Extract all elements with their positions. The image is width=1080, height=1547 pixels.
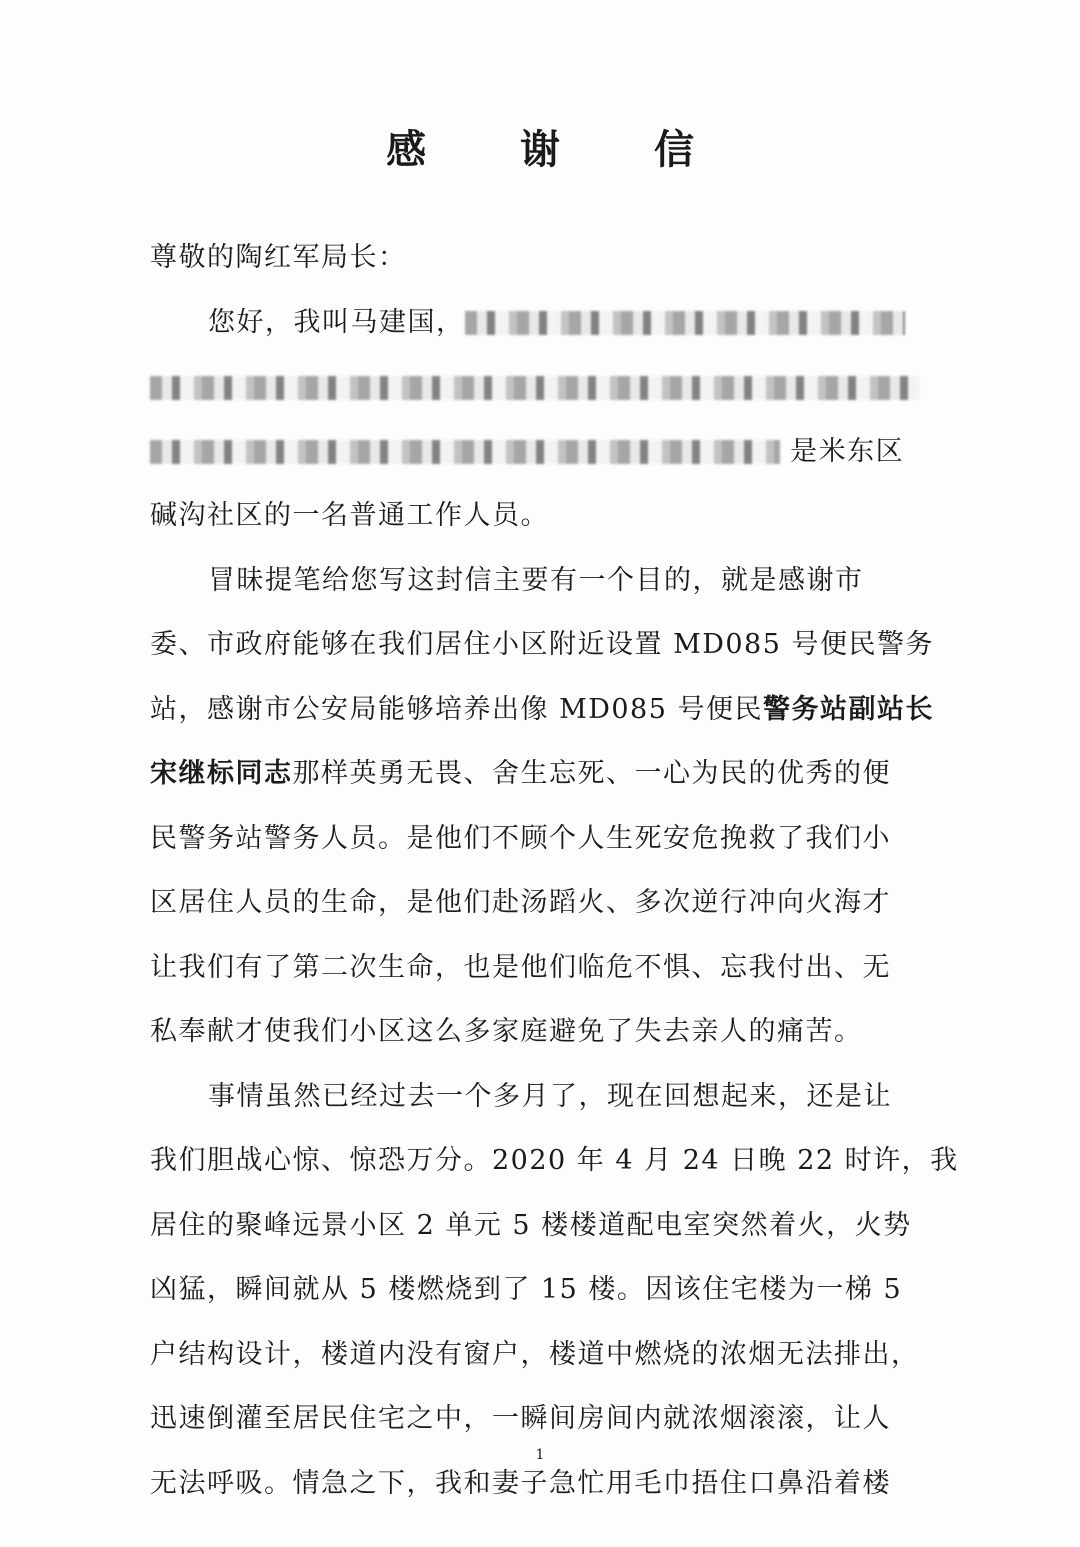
paragraph-2-line-2: 委、市政府能够在我们居住小区附近设置 MD085 号便民警务	[150, 629, 934, 660]
district-text: 是米东区	[790, 435, 905, 467]
paragraph-3-line-1: 事情虽然已经过去一个多月了，现在回想起来，还是让	[208, 1080, 892, 1112]
paragraph-2-line-5: 民警务站警务人员。是他们不顾个人生死安危挽救了我们小	[150, 822, 891, 854]
paragraph-1-line-3	[150, 420, 930, 485]
paragraph-3-line-4: 凶猛，瞬间就从 5 楼燃烧到了 15 楼。因该住宅楼为一梯 5	[150, 1274, 903, 1305]
paragraph-1-line-1	[150, 291, 930, 356]
redacted-block	[150, 376, 920, 400]
paragraph-3-line-6: 迅速倒灌至居民住宅之中，一瞬间房间内就浓烟滚滚，让人	[150, 1403, 891, 1434]
document-title	[0, 118, 1080, 175]
salutation: 尊敬的陶红军局长：	[150, 242, 407, 273]
paragraph-3-line-7: 无法呼吸。情急之下，我和妻子急忙用毛巾捂住口鼻沿着楼	[150, 1467, 891, 1499]
paragraph-3-line-3: 居住的聚峰远景小区 2 单元 5 楼楼道配电室突然着火，火势	[150, 1209, 912, 1241]
redacted-block	[465, 311, 905, 335]
paragraph-2-line-1: 冒昧提笔给您写这封信主要有一个目的，就是感谢市	[208, 564, 864, 596]
emphasized-name: 宋继标同志	[150, 758, 293, 789]
paragraph-1-line-4: 碱沟社区的一名普通工作人员。	[150, 500, 549, 531]
paragraph-2-line-8: 私奉献才使我们小区这么多家庭避免了失去亲人的痛苦。	[150, 1016, 863, 1047]
paragraph-2-line-4	[150, 742, 930, 807]
redacted-block	[150, 440, 780, 464]
title-char: 信	[653, 126, 694, 173]
greeting-text: 您好，我叫马建国，	[208, 306, 465, 338]
title-char: 感	[386, 126, 427, 173]
paragraph-2-line-6: 区居住人员的生命，是他们赴汤蹈火、多次逆行冲向火海才	[150, 887, 891, 918]
page-number: 1	[535, 1447, 545, 1463]
paragraph-3-line-2: 我们胆战心惊、惊恐万分。2020 年 4 月 24 日晚 22 时许，我	[150, 1145, 959, 1176]
paragraph-3-line-5: 户结构设计，楼道内没有窗户，楼道中燃烧的浓烟无法排出，	[150, 1338, 920, 1370]
title-char: 谢	[520, 126, 560, 173]
paragraph-text: 那样英勇无畏、舍生忘死、一心为民的优秀的便	[292, 758, 891, 789]
paragraph-2-line-3	[150, 678, 934, 743]
paragraph-1-line-2	[150, 355, 930, 420]
emphasized-title: 警务站副站长	[763, 693, 934, 725]
letter-body	[150, 226, 959, 1516]
paragraph-text: 站，感谢市公安局能够培养出像 MD085 号便民	[150, 693, 763, 725]
paragraph-2-line-7: 让我们有了第二次生命，也是他们临危不惧、忘我付出、无	[150, 951, 891, 983]
